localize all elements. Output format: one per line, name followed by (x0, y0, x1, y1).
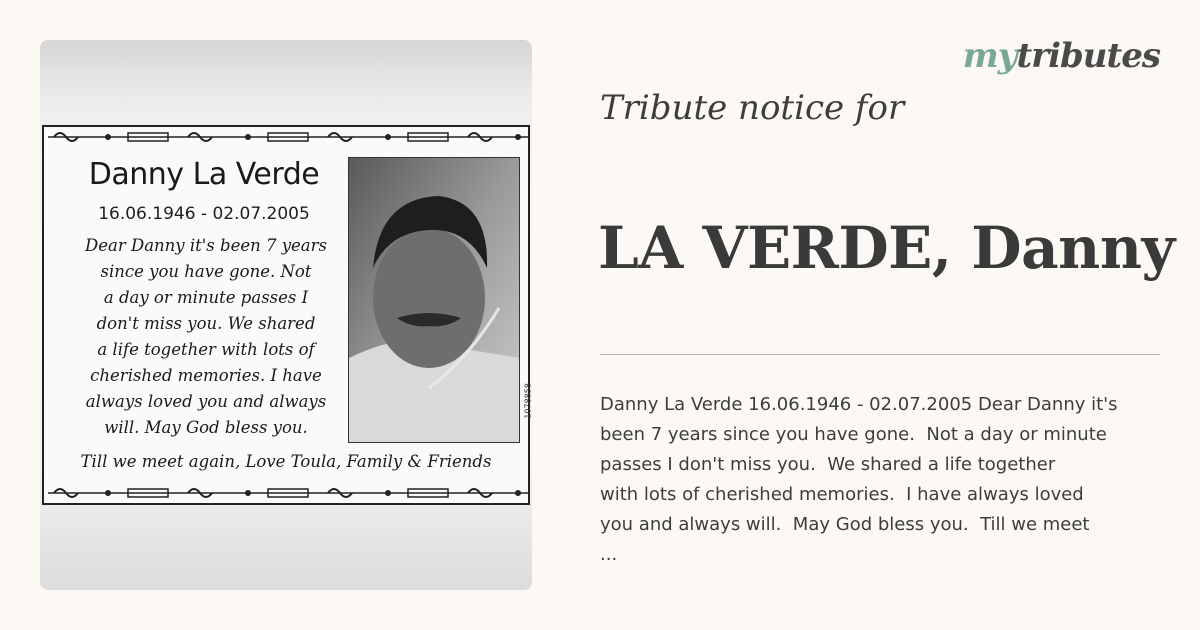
summary-line: been 7 years since you have gone. Not a day or minute (600, 424, 1107, 445)
tribute-notice-image[interactable] (40, 40, 532, 590)
mytributes-logo[interactable] (960, 36, 1160, 76)
portrait-photo (348, 157, 520, 443)
notice-message-line: Dear Danny it's been 7 years (85, 236, 327, 255)
notice-message (60, 233, 352, 441)
summary-line: Danny La Verde 16.06.1946 - 02.07.2005 Dear Danny it's (600, 394, 1118, 415)
notice-message-line: a life together with lots of (97, 340, 315, 359)
notice-dates: 16.06.1946 - 02.07.2005 (98, 204, 310, 224)
ornamental-border-top (48, 129, 528, 145)
logo-rest: tributes (1016, 36, 1160, 76)
newspaper-notice (42, 125, 533, 505)
divider (600, 354, 1160, 355)
notice-message-line: will. May God bless you. (104, 418, 308, 437)
notice-message-line: always loved you and always (85, 392, 327, 411)
summary-line: with lots of cherished memories. I have always loved (600, 484, 1084, 505)
notice-message-line: since you have gone. Not (100, 262, 312, 281)
page-title: LA VERDE, Danny (598, 214, 1175, 282)
notice-signoff: Till we meet again, Love Toula, Family & Friends (80, 452, 492, 471)
notice-message-line: cherished memories. I have (90, 366, 322, 385)
summary-line: you and always will. May God bless you. Till we meet (600, 514, 1090, 535)
summary-line: passes I don't miss you. We shared a life together (600, 454, 1056, 475)
tribute-summary (600, 390, 1160, 570)
notice-message-line: a day or minute passes I (103, 288, 309, 307)
logo-prefix: my (962, 36, 1017, 76)
notice-name: Danny La Verde (88, 157, 320, 192)
page-subtitle: Tribute notice for (600, 88, 905, 128)
ornamental-border-bottom (48, 485, 528, 501)
notice-message-line: don't miss you. We shared (96, 314, 316, 333)
notice-reference: 1078858 (524, 383, 533, 419)
summary-line: ... (600, 544, 618, 565)
